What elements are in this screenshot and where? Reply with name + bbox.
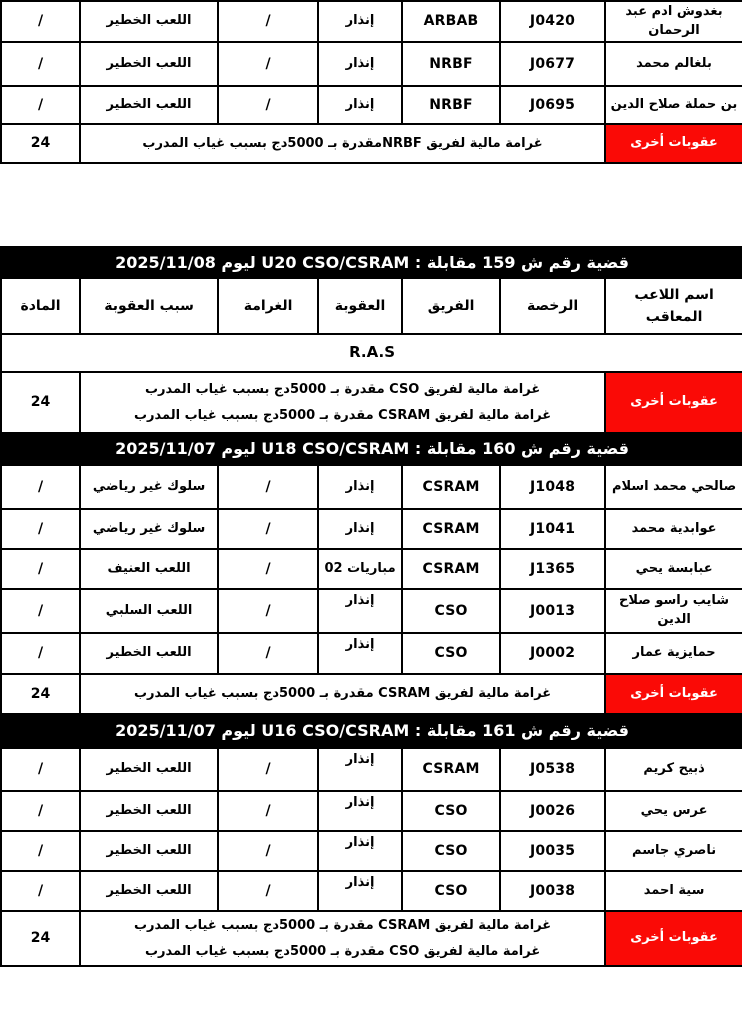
team-cell: CSO bbox=[402, 831, 500, 871]
player-name-cell: بلغالم محمد bbox=[605, 42, 742, 86]
player-row bbox=[1, 549, 742, 589]
other-sanctions-label-cell: عقوبات أخرى bbox=[605, 372, 742, 433]
sanction-cell: إنذار bbox=[318, 633, 402, 674]
reason-cell: اللعب العنيف bbox=[80, 549, 218, 589]
team-cell: CSO bbox=[402, 589, 500, 633]
fine-line: غرامة مالية لفريق CSRAM مقدرة بـ 5000دج بسبب غياب المدرب bbox=[133, 686, 552, 701]
reason-cell: سلوك غير رياضي bbox=[80, 465, 218, 509]
player-name-cell: ذبيح كريم bbox=[605, 748, 742, 791]
fine-slash-cell: / bbox=[218, 1, 318, 42]
article-cell: 24 bbox=[1, 911, 80, 966]
player-row bbox=[1, 465, 742, 509]
player-row bbox=[1, 86, 742, 124]
column-header: المادة bbox=[1, 278, 80, 334]
fine-description-cell bbox=[80, 674, 605, 714]
case-title-bar: قضية رقم ش 161 مقابلة : U16 CSO/CSRAM ليوم 2025/11/07 bbox=[1, 714, 742, 748]
reason-cell: اللعب الخطير bbox=[80, 42, 218, 86]
article-cell: / bbox=[1, 831, 80, 871]
team-cell: CSO bbox=[402, 633, 500, 674]
license-cell: J1365 bbox=[500, 549, 605, 589]
player-row bbox=[1, 1, 742, 42]
player-name-cell: بغدوش ادم عبد الرحمان bbox=[605, 1, 742, 42]
case-title-row bbox=[1, 433, 742, 465]
player-name-cell: عرس يحي bbox=[605, 791, 742, 831]
player-name-cell: عبابسة يحي bbox=[605, 549, 742, 589]
player-name-cell: حمايزية عمار bbox=[605, 633, 742, 674]
fine-slash-cell: / bbox=[218, 748, 318, 791]
ras-row bbox=[1, 334, 742, 372]
player-name-cell: ناصري جاسم bbox=[605, 831, 742, 871]
player-name-cell: عوابدية محمد bbox=[605, 509, 742, 549]
fine-line: غرامة مالية لفريق CSO مقدرة بـ 5000دج بسبب غياب المدرب bbox=[144, 943, 541, 959]
fine-slash-cell: / bbox=[218, 86, 318, 124]
other-sanctions-label-cell: عقوبات أخرى bbox=[605, 911, 742, 966]
column-header: العقوبة bbox=[318, 278, 402, 334]
player-row bbox=[1, 633, 742, 674]
article-cell: 24 bbox=[1, 124, 80, 163]
team-cell: ARBAB bbox=[402, 1, 500, 42]
fine-slash-cell: / bbox=[218, 633, 318, 674]
license-cell: J0035 bbox=[500, 831, 605, 871]
license-cell: J1041 bbox=[500, 509, 605, 549]
column-header-row bbox=[1, 278, 742, 334]
column-header: سبب العقوبة bbox=[80, 278, 218, 334]
reason-cell: اللعب الخطير bbox=[80, 633, 218, 674]
article-cell: 24 bbox=[1, 674, 80, 714]
player-row bbox=[1, 589, 742, 633]
other-sanctions-label-cell: عقوبات أخرى bbox=[605, 124, 742, 163]
reason-cell: اللعب الخطير bbox=[80, 831, 218, 871]
team-cell: CSRAM bbox=[402, 549, 500, 589]
fine-slash-cell: / bbox=[218, 589, 318, 633]
sanction-cell: إنذار bbox=[318, 42, 402, 86]
team-cell: CSRAM bbox=[402, 465, 500, 509]
article-cell: / bbox=[1, 465, 80, 509]
player-row bbox=[1, 42, 742, 86]
player-name-cell: بن حملة صلاح الدين bbox=[605, 86, 742, 124]
article-cell: / bbox=[1, 589, 80, 633]
license-cell: J0695 bbox=[500, 86, 605, 124]
article-cell: / bbox=[1, 748, 80, 791]
team-cell: CSO bbox=[402, 871, 500, 911]
sanction-cell: إنذار bbox=[318, 871, 402, 911]
player-row bbox=[1, 509, 742, 549]
license-cell: J0013 bbox=[500, 589, 605, 633]
fine-slash-cell: / bbox=[218, 549, 318, 589]
reason-cell: اللعب الخطير bbox=[80, 748, 218, 791]
ras-cell: R.A.S bbox=[1, 334, 742, 372]
sanction-cell: إنذار bbox=[318, 831, 402, 871]
team-cell: NRBF bbox=[402, 86, 500, 124]
other-sanctions-label-cell: عقوبات أخرى bbox=[605, 674, 742, 714]
article-cell: / bbox=[1, 791, 80, 831]
case-title-row bbox=[1, 247, 742, 278]
license-cell: J0002 bbox=[500, 633, 605, 674]
license-cell: J0038 bbox=[500, 871, 605, 911]
player-row bbox=[1, 871, 742, 911]
article-cell: / bbox=[1, 1, 80, 42]
article-cell: / bbox=[1, 509, 80, 549]
sanction-cell: إنذار bbox=[318, 589, 402, 633]
reason-cell: اللعب السلبي bbox=[80, 589, 218, 633]
fine-slash-cell: / bbox=[218, 509, 318, 549]
fine-slash-cell: / bbox=[218, 791, 318, 831]
sanctions-table-cases bbox=[0, 246, 742, 967]
article-cell: / bbox=[1, 42, 80, 86]
article-cell: / bbox=[1, 633, 80, 674]
player-name-cell: صالحي محمد اسلام bbox=[605, 465, 742, 509]
license-cell: J0420 bbox=[500, 1, 605, 42]
case-title-bar: قضية رقم ش 159 مقابلة : U20 CSO/CSRAM ليوم 2025/11/08 bbox=[1, 247, 742, 278]
player-name-cell: سية احمد bbox=[605, 871, 742, 911]
sanction-cell: إنذار bbox=[318, 791, 402, 831]
fine-slash-cell: / bbox=[218, 831, 318, 871]
player-row bbox=[1, 791, 742, 831]
fine-line: غرامة مالية لفريق NRBFمقدرة بـ 5000دج بسبب غياب المدرب bbox=[142, 135, 543, 151]
sanction-cell: 02 مباريات bbox=[318, 549, 402, 589]
other-sanctions-row bbox=[1, 124, 742, 163]
sanctions-table-continued bbox=[0, 0, 742, 164]
sanction-cell: إنذار bbox=[318, 86, 402, 124]
reason-cell: اللعب الخطير bbox=[80, 871, 218, 911]
fine-description-cell bbox=[80, 911, 605, 966]
fine-line: غرامة مالية لفريق CSO مقدرة بـ 5000دج بسبب غياب المدرب bbox=[144, 381, 541, 397]
fine-slash-cell: / bbox=[218, 42, 318, 86]
team-cell: NRBF bbox=[402, 42, 500, 86]
column-header: اسم اللاعب المعاقب bbox=[605, 278, 742, 334]
column-header: الغرامة bbox=[218, 278, 318, 334]
other-sanctions-row bbox=[1, 674, 742, 714]
article-cell: / bbox=[1, 871, 80, 911]
column-header: الفريق bbox=[402, 278, 500, 334]
article-cell: / bbox=[1, 549, 80, 589]
other-sanctions-row bbox=[1, 372, 742, 433]
reason-cell: سلوك غير رياضي bbox=[80, 509, 218, 549]
team-cell: CSRAM bbox=[402, 509, 500, 549]
article-cell: 24 bbox=[1, 372, 80, 433]
article-cell: / bbox=[1, 86, 80, 124]
column-header: الرخصة bbox=[500, 278, 605, 334]
license-cell: J0538 bbox=[500, 748, 605, 791]
fine-line: غرامة مالية لفريق CSRAM مقدرة بـ 5000دج بسبب غياب المدرب bbox=[133, 917, 552, 933]
sanction-cell: إنذار bbox=[318, 465, 402, 509]
license-cell: J1048 bbox=[500, 465, 605, 509]
team-cell: CSO bbox=[402, 791, 500, 831]
reason-cell: اللعب الخطير bbox=[80, 791, 218, 831]
fine-description-cell bbox=[80, 372, 605, 433]
case-title-row bbox=[1, 714, 742, 748]
sanction-cell: إنذار bbox=[318, 509, 402, 549]
fine-slash-cell: / bbox=[218, 465, 318, 509]
fine-slash-cell: / bbox=[218, 871, 318, 911]
other-sanctions-row bbox=[1, 911, 742, 966]
case-title-bar: قضية رقم ش 160 مقابلة : U18 CSO/CSRAM ليوم 2025/11/07 bbox=[1, 433, 742, 465]
player-row bbox=[1, 748, 742, 791]
sanction-cell: إنذار bbox=[318, 1, 402, 42]
player-name-cell: شايب راسو صلاح الدين bbox=[605, 589, 742, 633]
license-cell: J0026 bbox=[500, 791, 605, 831]
reason-cell: اللعب الخطير bbox=[80, 86, 218, 124]
fine-line: غرامة مالية لفريق CSRAM مقدرة بـ 5000دج بسبب غياب المدرب bbox=[133, 407, 552, 423]
sanction-cell: إنذار bbox=[318, 748, 402, 791]
license-cell: J0677 bbox=[500, 42, 605, 86]
player-row bbox=[1, 831, 742, 871]
team-cell: CSRAM bbox=[402, 748, 500, 791]
fine-description-cell bbox=[80, 124, 605, 163]
reason-cell: اللعب الخطير bbox=[80, 1, 218, 42]
